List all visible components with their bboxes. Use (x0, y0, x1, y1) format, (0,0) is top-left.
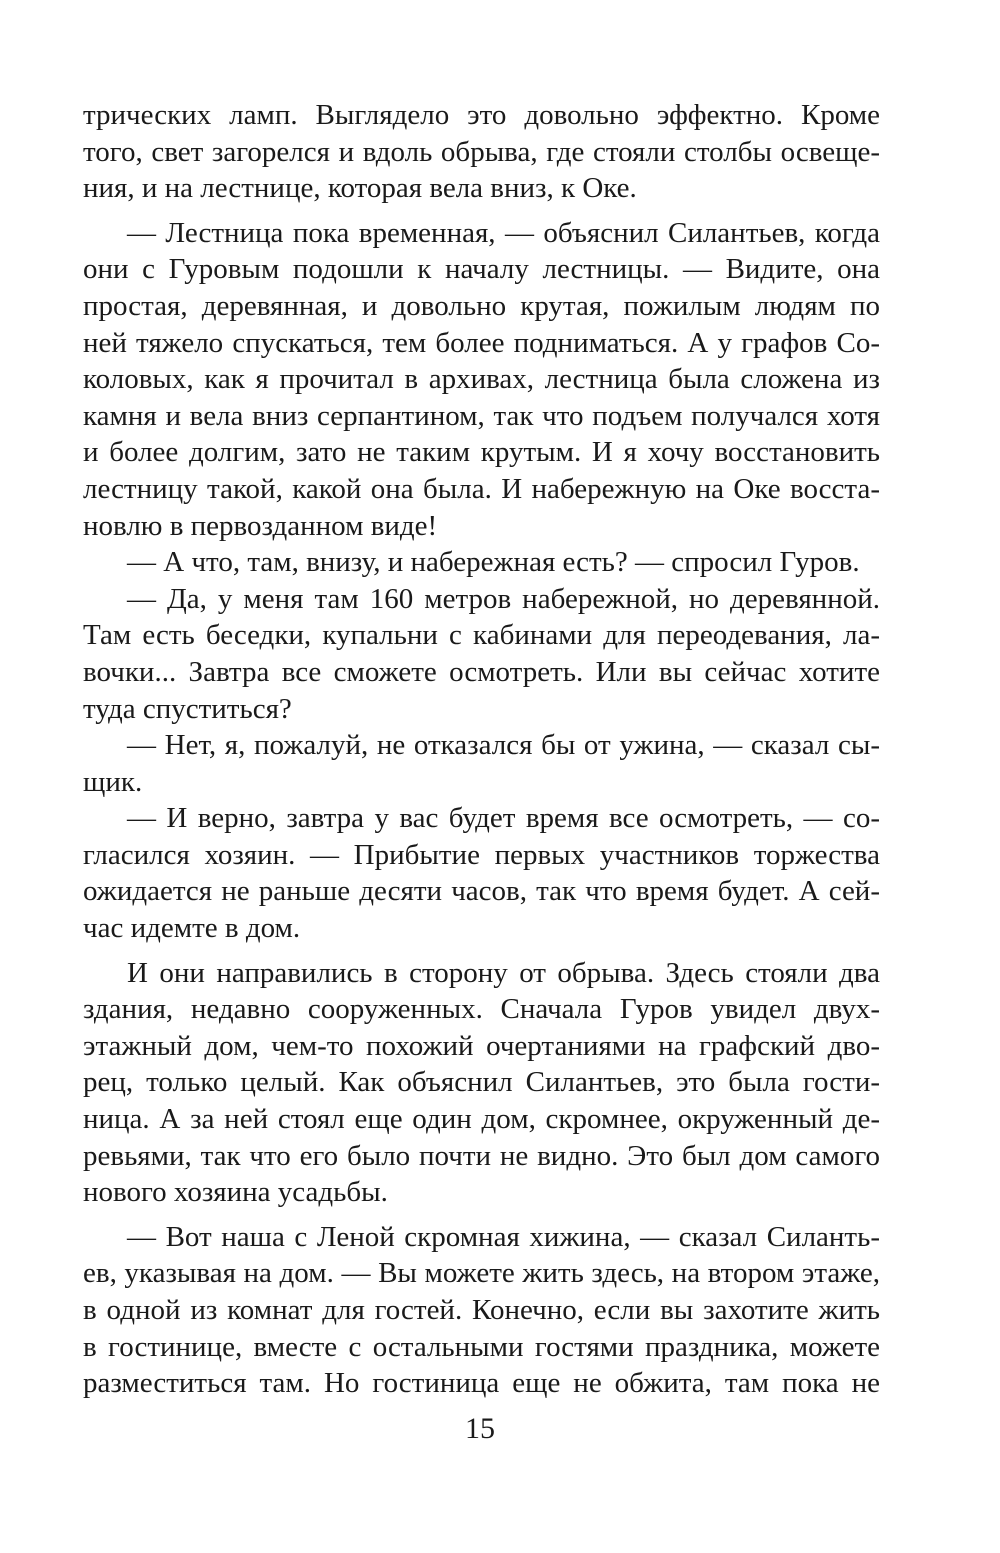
text-line: простая, деревянная, и довольно крутая, пожилым людям по (83, 289, 880, 322)
text-line: того, свет загорелся и вдоль обрыва, где стояли столбы освеще- (83, 135, 880, 168)
text-line: камня и вела вниз серпантином, так что подъем получался хотя (83, 399, 880, 432)
paragraph (83, 97, 880, 207)
text-line: трических ламп. Выглядело это довольно эффектно. Кроме (83, 99, 880, 131)
text-line: ожидается не раньше десяти часов, так что время будет. А сей- (83, 875, 880, 908)
paragraph (83, 727, 880, 800)
text-line: — Нет, я, пожалуй, не отказался бы от ужина, — сказал сы- (127, 729, 880, 762)
paragraph (83, 215, 880, 544)
text-line: и более долгим, зато не таким крутым. И я хочу восстановить (83, 436, 880, 469)
text-line: туда спуститься? (83, 692, 292, 725)
text-line: коловых, как я прочитал в архивах, лестница была сложена из (83, 363, 880, 396)
text-line: час идемте в дом. (83, 912, 301, 945)
text-line: ев, указывая на дом. — Вы можете жить здесь, на втором этаже, (83, 1257, 880, 1290)
text-line: в гостинице, вместе с остальными гостями праздника, можете (83, 1330, 880, 1363)
paragraph (83, 800, 880, 946)
text-line: в одной из комнат для гостей. Конечно, если вы захотите жить (83, 1294, 880, 1326)
text-line: Там есть беседки, купальни с кабинами для переодевания, ла- (83, 619, 880, 652)
text-line: лестницу такой, какой она была. И набережную на Оке восста- (83, 472, 880, 505)
text-line: вочки... Завтра все сможете осмотреть. Или вы сейчас хотите (83, 655, 880, 688)
text-line: — Лестница пока временная, — объяснил Силантьев, когда (127, 216, 880, 249)
text-line: нового хозяина усадьбы. (83, 1176, 388, 1209)
text-line: они с Гуровым подошли к началу лестницы. — Видите, она (83, 253, 880, 286)
text-line: ней тяжело спускаться, тем более подниматься. А у графов Со- (83, 326, 880, 359)
page-number: 15 (465, 1412, 495, 1445)
paragraph (83, 955, 880, 1211)
text-line: — Да, у меня там 160 метров набережной, но деревянной. (127, 582, 880, 615)
text-line: ница. А за ней стоял еще один дом, скромнее, окруженный де- (83, 1103, 880, 1136)
text-line: — И верно, завтра у вас будет время все осмотреть, — со- (127, 802, 880, 835)
paragraph (83, 1219, 880, 1402)
text-line: И они направились в сторону от обрыва. Здесь стояли два (127, 956, 880, 989)
text-line: ревьями, так что его было почти не видно. Это был дом самого (83, 1139, 880, 1172)
page-text (83, 97, 880, 1402)
text-line: ния, и на лестнице, которая вела вниз, к Оке. (83, 172, 637, 205)
text-line: — Вот наша с Леной скромная хижина, — сказал Силанть- (127, 1220, 880, 1253)
text-line: новлю в первозданном виде! (83, 509, 438, 542)
text-line: разместиться там. Но гостиница еще не обжита, там пока не (83, 1367, 880, 1400)
text-line: гласился хозяин. — Прибытие первых участников торжества (83, 838, 880, 871)
text-line: — А что, там, внизу, и набережная есть? — спросил Гуров. (127, 546, 860, 579)
text-line: рец, только целый. Как объяснил Силантьев, это была гости- (83, 1066, 880, 1099)
paragraph (83, 544, 880, 581)
paragraph (83, 581, 880, 727)
text-line: щик. (83, 765, 143, 798)
text-line: здания, недавно сооруженных. Сначала Гуров увидел двух- (83, 993, 880, 1026)
text-line: этажный дом, чем-то похожий очертаниями на графский дво- (83, 1029, 880, 1062)
